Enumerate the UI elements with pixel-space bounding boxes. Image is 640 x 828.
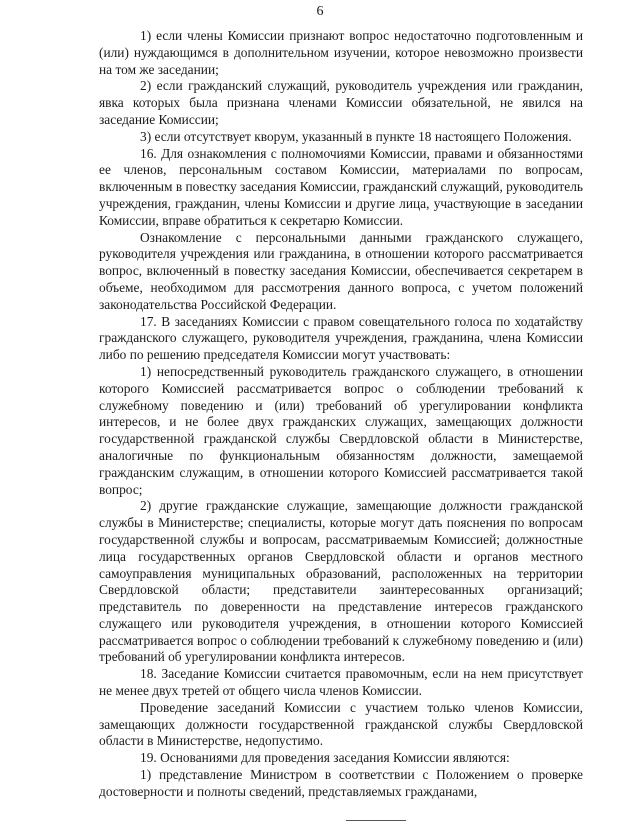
page-number: 6: [316, 4, 324, 19]
footer-divider: [346, 820, 406, 821]
paragraph-17-item-1: 1) непосредственный руководитель гражданского служащего, в отношении которого Комиссией рассматривается вопрос о соблюдении требований к служебному поведению и (или) требований об урегулировании конфликта интересов, и не более двух гражданских служащих, замещающих должности государственной гражданской службы Свердловской области в Министерстве, аналогичные по функциональным обязанностям должности, замещаемой гражданским служащим, в отношении которого Комиссией рассматривается такой вопрос;: [99, 363, 583, 497]
paragraph-15-item-3: 3) если отсутствует кворум, указанный в пункте 18 настоящего Положения.: [140, 128, 572, 144]
paragraph-19-item-1: 1) представление Министром в соответствии с Положением о проверке достоверности и полноты сведений, представляемых гражданами,: [99, 767, 583, 799]
paragraph-17-item-2: 2) другие гражданские служащие, замещающие должности гражданской службы в Министерстве; специалисты, которые могут дать пояснения по вопросам государственной службы и вопросам, рассматриваемым Комиссией; должностные лица государственных органов Свердловской области и органов местного самоуправления муниципальных образований, расположенных на территории Свердловской области; представители заинтересованных организаций; представитель по доверенности на представление интересов гражданского служащего или руководителя учреждения, в отношении которого Комиссией рассматривается вопрос о соблюдении требований к служебному поведению и (или) требований об урегулировании конфликта интересов.: [99, 498, 583, 665]
paragraph-16-personal-data: Ознакомление с персональными данными гражданского служащего, руководителя учреждения или гражданина, в отношении которого рассматривается вопрос, включенный в повестку заседания Комиссии, обеспечивается секретарем в объеме, необходимом для рассмотрения данного вопроса, с учетом положений законодательства Российской Федерации.: [99, 229, 583, 312]
paragraph-15-item-2: 2) если гражданский служащий, руководитель учреждения или гражданин, явка которых была признана членами Комиссии обязательной, не явился на заседание Комиссии;: [99, 78, 583, 127]
paragraph-16: 16. Для ознакомления с полномочиями Комиссии, правами и обязанностями ее членов, персональным составом Комиссии, материалами по вопросам, включенным в повестку заседания Комиссии, гражданский служащий, руководитель учреждения, гражданин, члены Комиссии и другие лица, участвующие в заседании Комиссии, вправе обратиться к секретарю Комиссии.: [99, 145, 583, 228]
paragraph-18-restriction: Проведение заседаний Комиссии с участием только членов Комиссии, замещающих должности государственной гражданской службы Свердловской области в Министерстве, недопустимо.: [99, 699, 583, 749]
paragraph-19: 19. Основаниями для проведения заседания Комиссии являются:: [140, 750, 510, 766]
paragraph-17: 17. В заседаниях Комиссии с правом совещательного голоса по ходатайству гражданского служащего, руководителя учреждения, гражданина, члена Комиссии либо по решению председателя Комиссии могут участвовать:: [99, 313, 583, 363]
paragraph-15-item-1: 1) если члены Комиссии признают вопрос недостаточно подготовленным и (или) нуждающимся в дополнительном изучении, которое невозможно произвести на том же заседании;: [99, 28, 583, 77]
paragraph-18: 18. Заседание Комиссии считается правомочным, если на нем присутствует не менее двух третей от общего числа членов Комиссии.: [99, 666, 583, 699]
document-body: [99, 28, 583, 801]
